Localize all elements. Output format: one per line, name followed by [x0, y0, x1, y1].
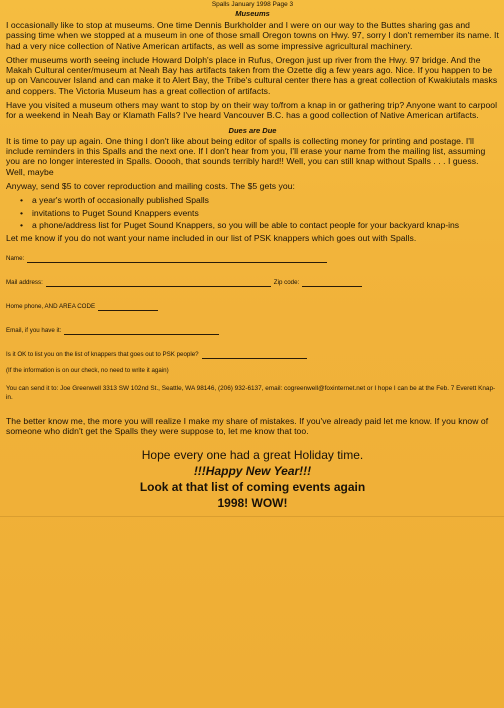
- page-header: Spalls January 1998 Page 3: [211, 1, 294, 8]
- dues-paragraph-1: It is time to pay up again. One thing I don't like about being editor of spalls is collecting money for printing and postage. I'll include reminders in this Spalls and the next one. If I don't hear from you, I'll erase your name from the mailing list, assuming you are no longer interested in Spalls. Ooooh, that sounds terribly hard!! Well, you can still knap without Spalls . . . I guess. Well, maybe: [6, 135, 486, 177]
- zip-label: Zip code:: [273, 278, 300, 286]
- benefit-item: [6, 208, 499, 219]
- benefit-text: invitations to Puget Sound Knappers events: [32, 207, 199, 218]
- phone-row: [6, 301, 499, 311]
- ok-label: Is it OK to list you on the list of knappers that goes out to PSK people?: [6, 350, 199, 358]
- museums-paragraph-2: Other museums worth seeing include Howard Dolph's place in Rufus, Oregon just up river from the Hwy. 97 bridge. And the Makah Cultural center/museum at Neah Bay has artifacts taken from the Ozette dig a few years ago. Nice. If you happen to be up on Vancouver Island and can make it to Alert Bay, the Tribe's cultural center there has a great collection of Kwakiutals masks and coppers. The Victoria Museum has a great collection of artifacts.: [6, 54, 498, 96]
- send-to-address: You can send it to: Joe Greenwell 3313 SW 102nd St., Seattle, WA 98146, (206) 932-6137, email: cogreenwell@foxinternet.net or I hope I can be at the Feb. 7 Everett Knap-in.: [6, 384, 496, 401]
- events-line: Look at that list of coming events again: [139, 479, 366, 494]
- email-row: [6, 325, 499, 335]
- name-row: [6, 253, 499, 263]
- benefit-text: a year's worth of occasionally published Spalls: [32, 195, 209, 206]
- new-year-line: !!!Happy New Year!!!: [193, 463, 312, 478]
- zip-code-field[interactable]: [302, 279, 362, 287]
- benefit-item: [6, 220, 499, 231]
- mail-label: Mail address:: [6, 278, 43, 286]
- paper-fold-line: [0, 516, 504, 517]
- museums-paragraph-3: Have you visited a museum others may want to stop by on their way to/from a knap in or gathering trip? Anyone want to carpool for a weekend in Neah Bay or Klamath Falls? I've heard Vancouver B.C. has a good collection of Native American artifacts.: [6, 100, 498, 121]
- holiday-line: Hope every one had a great Holiday time.: [141, 447, 364, 462]
- dues-title: Dues are Due: [228, 125, 277, 135]
- wow-line: 1998! WOW!: [217, 495, 288, 510]
- phone-field[interactable]: [98, 303, 158, 311]
- bullet-icon: •: [20, 195, 24, 206]
- name-field[interactable]: [27, 255, 327, 263]
- bullet-icon: •: [20, 220, 24, 231]
- museums-paragraph-1: I occasionally like to stop at museums. One time Dennis Burkholder and I were on our way to the Buttes sharing gas and passing time when we stopped at a museum in one of those small Oregon towns on Hwy. 97, sorry I don't remember its name. It had a very nice collection of Native American artifacts, as well as some impressive agricultural machinery.: [6, 20, 499, 51]
- museums-title: Museums: [235, 9, 270, 18]
- name-label: Name:: [6, 254, 25, 262]
- benefit-text: a phone/address list for Puget Sound Knappers, so you will be able to contact people for your backyard knap-ins: [32, 220, 460, 231]
- benefit-item: [6, 195, 499, 206]
- check-note: (If the information is on our check, no need to write it again): [6, 366, 169, 374]
- bullet-icon: •: [20, 207, 24, 218]
- benefits-list: [6, 195, 499, 231]
- dues-paragraph-2: Anyway, send $5 to cover reproduction and mailing costs. The $5 gets you:: [6, 180, 295, 191]
- membership-form: [6, 253, 499, 402]
- email-field[interactable]: [64, 327, 219, 335]
- email-label: Email, if you have it:: [6, 326, 62, 334]
- mail-address-field[interactable]: [46, 279, 271, 287]
- ok-field[interactable]: [202, 351, 307, 359]
- ok-row: [6, 349, 499, 359]
- mail-row: [6, 277, 499, 287]
- phone-label: Home phone, AND AREA CODE: [6, 302, 96, 310]
- closing-paragraph: The better know me, the more you will realize I make my share of mistakes. If you've already paid let me know. If you know of someone who didn't get the Spalls they were suppose to, let me know that too.: [6, 416, 489, 437]
- opt-out-note: Let me know if you do not want your name included in our list of PSK knappers which goes out with Spalls.: [6, 232, 417, 243]
